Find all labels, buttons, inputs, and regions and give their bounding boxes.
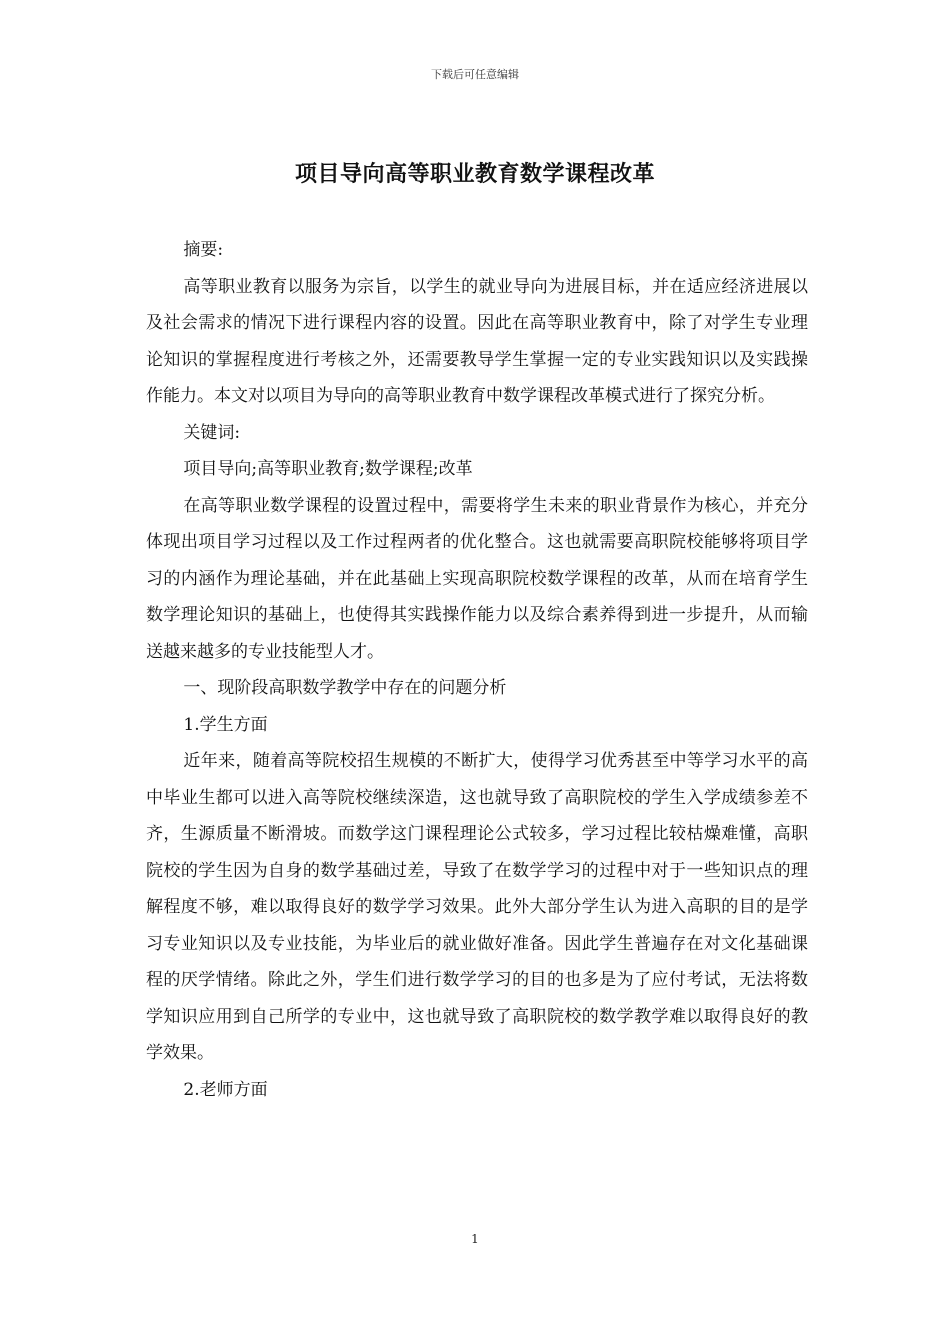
subsection2-heading: 2.老师方面 [183, 1079, 268, 1100]
intro-paragraph: 在高等职业数学课程的设置过程中，需要将学生未来的职业背景作为核心，并充分体现出项目学习过程以及工作过程两者的优化整合。这也就需要高职院校能够将项目学习的内涵作为理论基础，并在此基础上实现高职院校数学课程的改革，从而在培育学生数学理论知识的基础上，也使得其实践操作能力以及综合素养得到进一步提升，从而输送越来越多的专业技能型人才。 [146, 495, 808, 662]
keywords-label: 关键词: [183, 422, 241, 443]
subsection1-paragraph: 近年来，随着高等院校招生规模的不断扩大，使得学习优秀甚至中等学习水平的高中毕业生都可以进入高等院校继续深造，这也就导致了高职院校的学生入学成绩参差不齐，生源质量不断滑坡。而数学这门课程理论公式较多，学习过程比较枯燥难懂，高职院校的学生因为自身的数学基础过差，导致了在数学学习的过程中对于一些知识点的理解程度不够，难以取得良好的数学学习效果。此外大部分学生认为进入高职的目的是学习专业知识以及专业技能，为毕业后的就业做好准备。因此学生普遍存在对文化基础课程的厌学情绪。除此之外，学生们进行数学学习的目的也多是为了应付考试，无法将数学知识应用到自己所学的专业中，这也就导致了高职院校的数学教学难以取得良好的教学效果。 [146, 751, 808, 1063]
abstract-text: 高等职业教育以服务为宗旨，以学生的就业导向为进展目标，并在适应经济进展以及社会需求的情况下进行课程内容的设置。因此在高等职业教育中，除了对学生专业理论知识的掌握程度进行考核之外，还需要教导学生掌握一定的专业实践知识以及实践操作能力。本文对以项目为导向的高等职业教育中数学课程改革模式进行了探究分析。 [146, 276, 808, 406]
section1-heading: 一、现阶段高职数学教学中存在的问题分析 [183, 678, 507, 698]
keywords-text: 项目导向;高等职业教育;数学课程;改革 [183, 459, 473, 479]
subsection1-heading: 1.学生方面 [183, 714, 268, 735]
abstract-label: 摘要: [183, 240, 224, 260]
page-number: 1 [471, 1232, 479, 1246]
document-title: 项目导向高等职业教育数学课程改革 [294, 161, 655, 187]
page-header-note: 下载后可任意编辑 [431, 68, 519, 81]
document-body [146, 232, 808, 1108]
